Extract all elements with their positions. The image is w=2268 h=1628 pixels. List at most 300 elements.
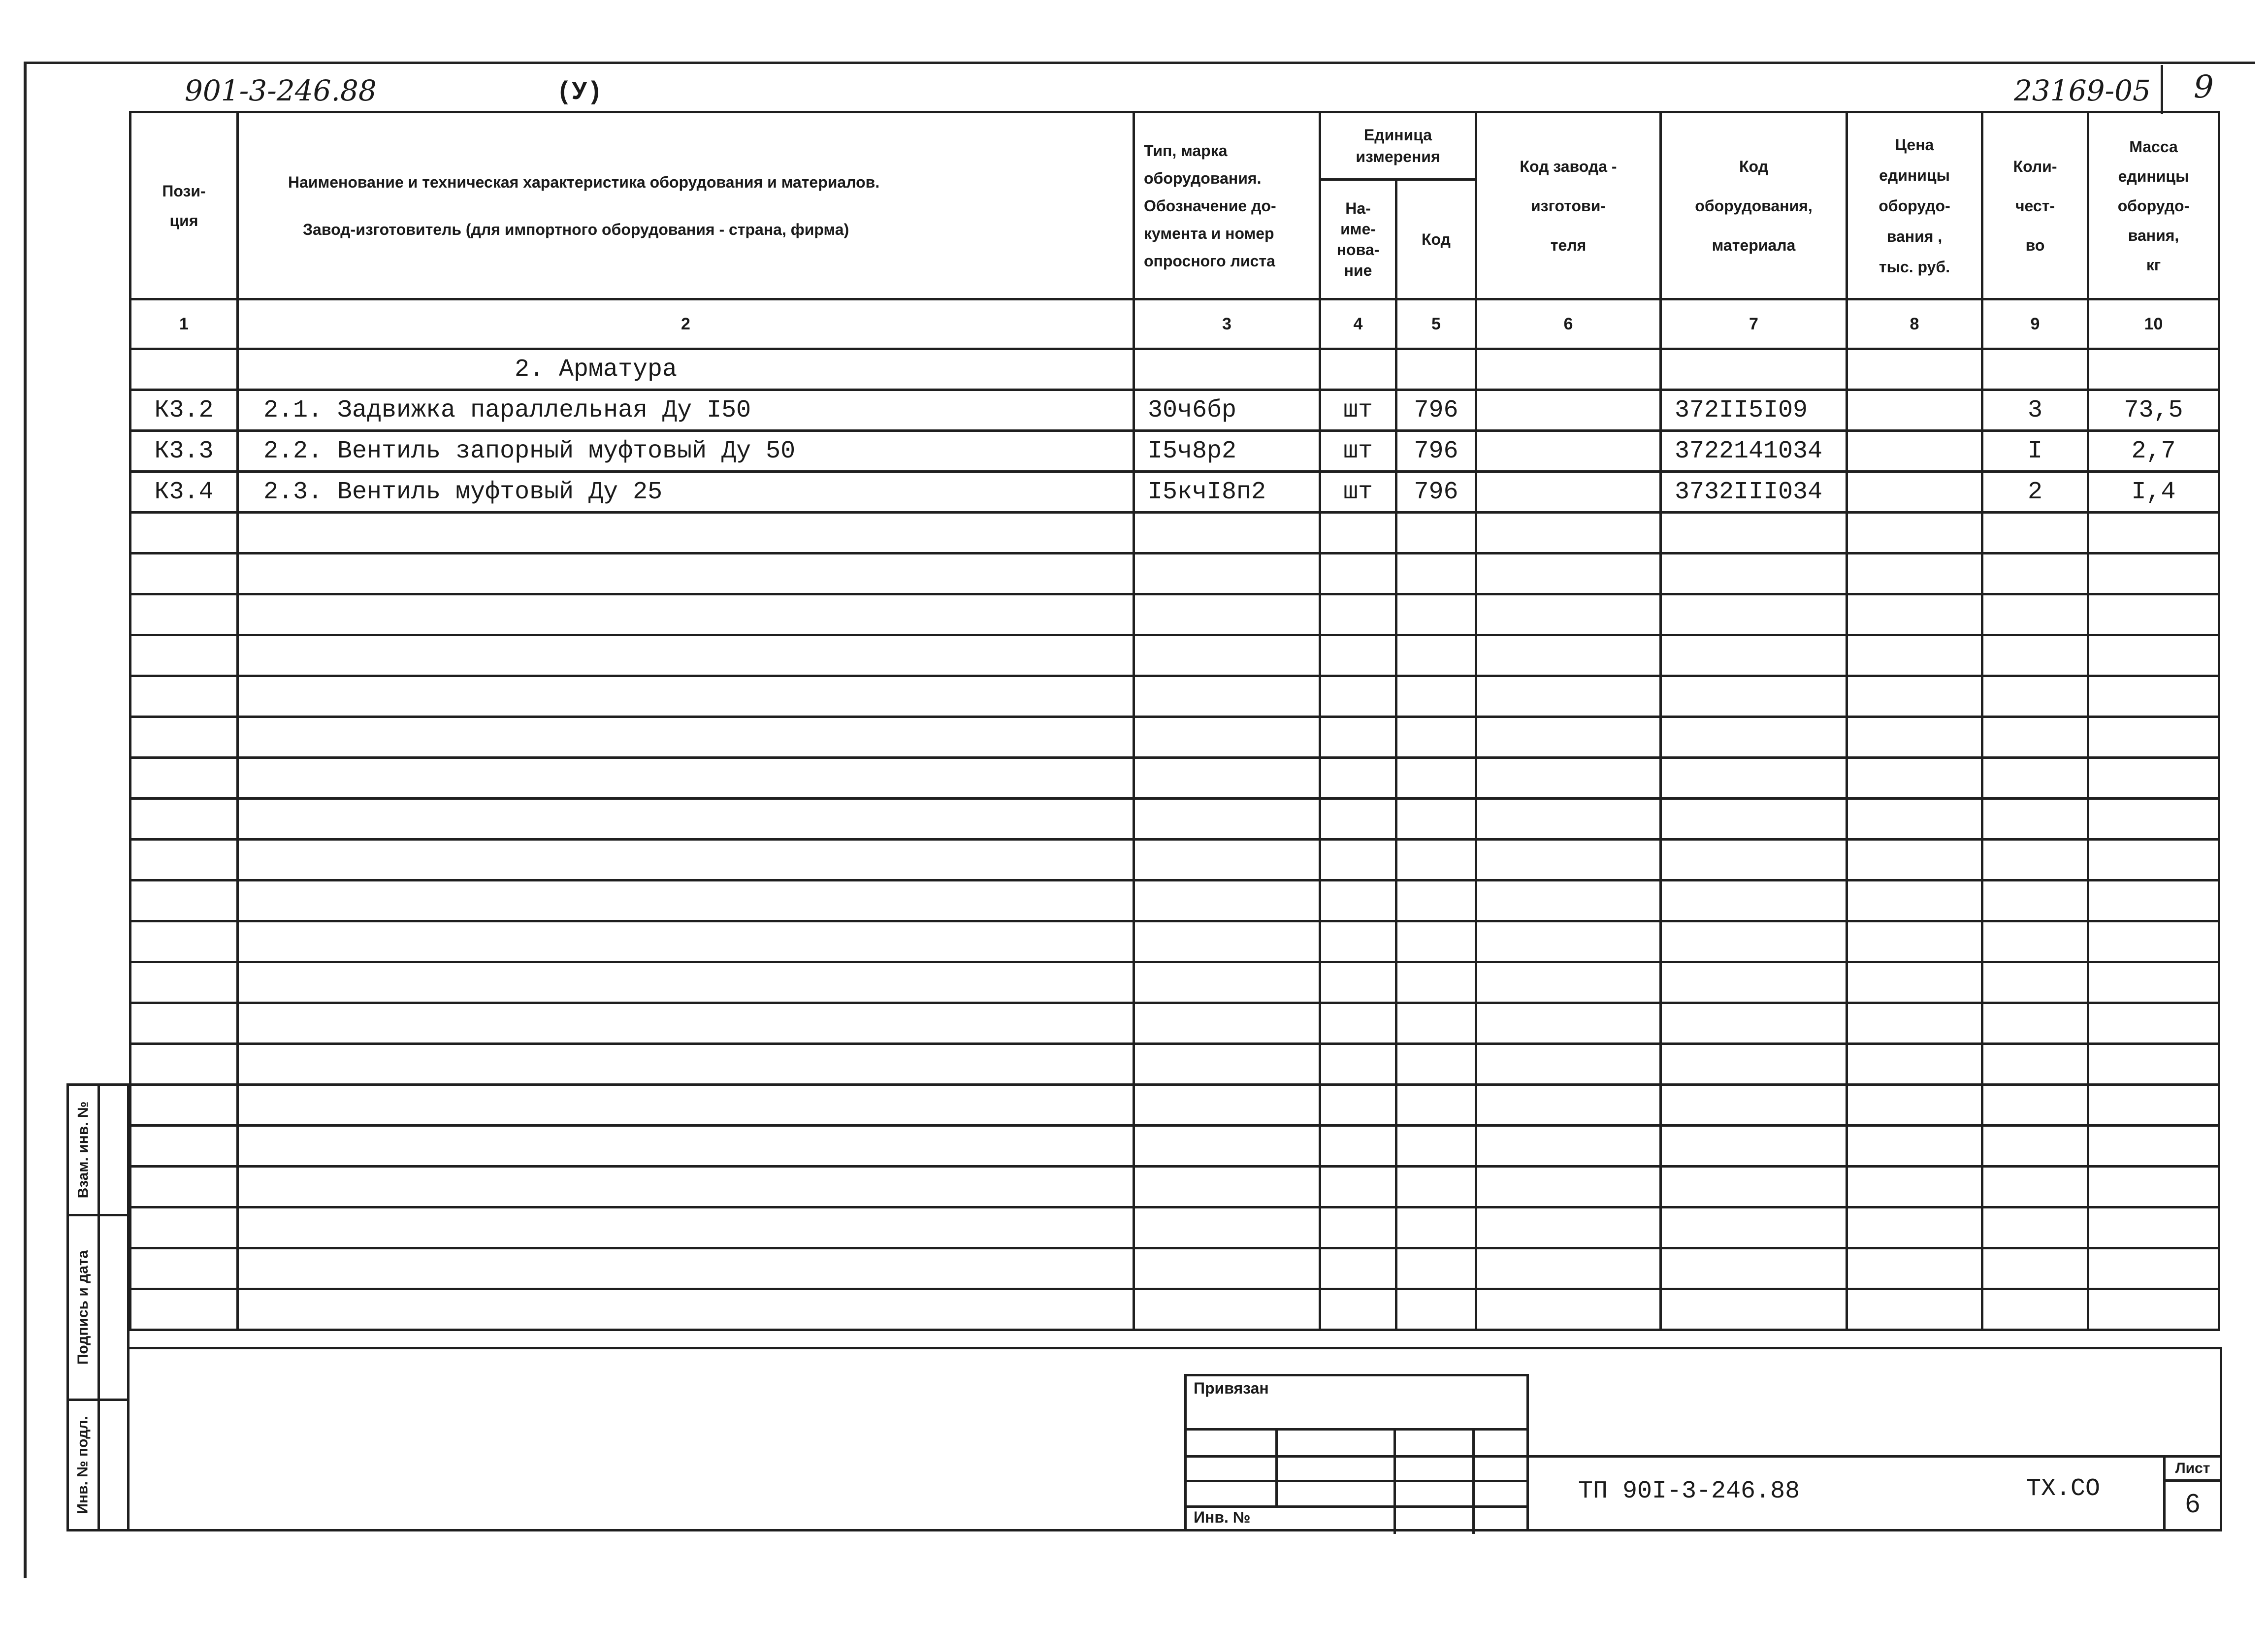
empty-cell [1847, 1167, 1982, 1207]
empty-cell [1476, 635, 1661, 676]
title-block-top-line [1526, 1455, 2221, 1458]
empty-cell [238, 635, 1134, 676]
cell-name: 2.3. Вентиль муфтовый Ду 25 [238, 472, 1134, 513]
empty-cell [1847, 594, 1982, 635]
empty-cell [1134, 840, 1320, 880]
empty-table-row [130, 799, 2219, 840]
empty-cell [238, 676, 1134, 717]
cell-unit: шт [1320, 390, 1396, 431]
empty-cell [130, 799, 238, 840]
empty-cell [238, 1044, 1134, 1085]
empty-cell [1847, 1003, 1982, 1044]
empty-cell [1661, 840, 1847, 880]
empty-cell [1134, 1289, 1320, 1330]
col-number: 5 [1396, 299, 1476, 349]
section-title: 2. Арматура [238, 349, 1134, 390]
empty-cell [1396, 554, 1476, 594]
empty-cell [130, 1248, 238, 1289]
cell-quantity: 2 [1982, 472, 2088, 513]
empty-cell [1320, 1085, 1396, 1126]
empty-cell [1134, 1126, 1320, 1167]
specification-table [129, 111, 2220, 1331]
cell-equipment-code: 372II5I09 [1661, 390, 1847, 431]
empty-cell [130, 758, 238, 799]
page-number-handwritten: 9 [2194, 69, 2214, 105]
empty-table-row [130, 921, 2219, 962]
col-header-price: Цена единицы оборудо- вания , тыс. руб. [1847, 112, 1982, 299]
empty-cell [1847, 840, 1982, 880]
empty-cell [238, 1085, 1134, 1126]
side-label-replacement: Взам. инв. № [75, 1101, 92, 1199]
empty-cell [2088, 962, 2219, 1003]
empty-cell [2088, 1207, 2219, 1248]
cell-position: К3.4 [130, 472, 238, 513]
side-box-original-inventory [66, 1399, 130, 1531]
empty-cell [1476, 840, 1661, 880]
cell-unit: шт [1320, 472, 1396, 513]
empty-cell [238, 594, 1134, 635]
empty-cell [1320, 676, 1396, 717]
empty-cell [1476, 921, 1661, 962]
empty-cell [1396, 1044, 1476, 1085]
section-row [130, 349, 2219, 390]
empty-cell [130, 1085, 238, 1126]
empty-cell [1396, 921, 1476, 962]
column-number-row [130, 299, 2219, 349]
empty-cell [1320, 554, 1396, 594]
empty-cell [1134, 1248, 1320, 1289]
empty-cell [1476, 1044, 1661, 1085]
empty-cell [1982, 1248, 2088, 1289]
empty-cell [1982, 635, 2088, 676]
empty-cell [238, 554, 1134, 594]
empty-cell [2088, 1167, 2219, 1207]
empty-cell [1982, 554, 2088, 594]
empty-cell [1847, 635, 1982, 676]
empty-cell [1320, 513, 1396, 554]
cell-unit-code: 796 [1396, 431, 1476, 472]
empty-cell [1661, 513, 1847, 554]
empty-cell [1320, 717, 1396, 758]
empty-cell [1661, 921, 1847, 962]
empty-cell [238, 1207, 1134, 1248]
col-header-position: Пози- ция [130, 112, 238, 299]
empty-cell [1982, 513, 2088, 554]
col-number: 8 [1847, 299, 1982, 349]
page-divider [2161, 65, 2163, 114]
empty-cell [1396, 1289, 1476, 1330]
empty-cell [130, 1126, 238, 1167]
col-header-mass: Масса единицы оборудо- вания, кг [2088, 112, 2219, 299]
col-header-plant-code: Код завода - изготови- теля [1476, 112, 1661, 299]
empty-cell [1134, 554, 1320, 594]
empty-cell [1134, 635, 1320, 676]
empty-table-row [130, 1289, 2219, 1330]
empty-cell [1847, 1126, 1982, 1167]
empty-cell [1661, 799, 1847, 840]
cell-price [1847, 390, 1982, 431]
empty-cell [238, 1248, 1134, 1289]
empty-cell [1847, 1289, 1982, 1330]
cell-name: 2.1. Задвижка параллельная Ду I50 [238, 390, 1134, 431]
side-label-signature: Подпись и дата [75, 1250, 92, 1365]
empty-cell [1982, 962, 2088, 1003]
empty-cell [1476, 962, 1661, 1003]
table-row [130, 390, 2219, 431]
col-number: 1 [130, 299, 238, 349]
cell-plant-code [1476, 472, 1661, 513]
empty-table-row [130, 840, 2219, 880]
empty-cell [1661, 880, 1847, 921]
empty-cell [130, 840, 238, 880]
sheet-box [2163, 1455, 2222, 1531]
empty-cell [2088, 1044, 2219, 1085]
cell-unit-code: 796 [1396, 390, 1476, 431]
empty-cell [1396, 1003, 1476, 1044]
empty-cell [1847, 717, 1982, 758]
empty-cell [1476, 1167, 1661, 1207]
empty-cell [2088, 921, 2219, 962]
header-row-1 [130, 112, 2219, 180]
cell-position: К3.3 [130, 431, 238, 472]
empty-cell [1320, 799, 1396, 840]
side-label-original-inventory: Инв. № подл. [75, 1416, 91, 1514]
cell-plant-code [1476, 390, 1661, 431]
empty-cell [1661, 1003, 1847, 1044]
empty-cell [238, 1003, 1134, 1044]
empty-cell [1320, 1248, 1396, 1289]
empty-cell [1320, 880, 1396, 921]
cell-type: I5ч8р2 [1134, 431, 1320, 472]
doc-number-handwritten: 901-3-246.88 [185, 74, 377, 107]
empty-cell [1396, 962, 1476, 1003]
empty-rows [130, 513, 2219, 1330]
empty-cell [1982, 717, 2088, 758]
col-header-equipment-code: Код оборудования, материала [1661, 112, 1847, 299]
empty-cell [1476, 799, 1661, 840]
empty-cell [1847, 1207, 1982, 1248]
sheet-label: Лист [2175, 1460, 2210, 1476]
empty-cell [1134, 676, 1320, 717]
col-header-name: Наименование и техническая характеристика оборудования и материалов. Завод-изготовитель (для импортного оборудования - страна, фирма) [238, 112, 1134, 299]
attached-stamp [1184, 1374, 1529, 1531]
empty-cell [1396, 513, 1476, 554]
empty-table-row [130, 962, 2219, 1003]
empty-cell [1320, 635, 1396, 676]
empty-cell [1982, 758, 2088, 799]
empty-cell [1982, 840, 2088, 880]
empty-cell [2088, 1248, 2219, 1289]
empty-table-row [130, 758, 2219, 799]
empty-cell [1661, 758, 1847, 799]
empty-cell [238, 1126, 1134, 1167]
empty-cell [1982, 594, 2088, 635]
empty-table-row [130, 1167, 2219, 1207]
cell-quantity: 3 [1982, 390, 2088, 431]
cell-type: 30ч6бр [1134, 390, 1320, 431]
cell-type: I5кчI8п2 [1134, 472, 1320, 513]
empty-cell [1476, 676, 1661, 717]
project-code: ТП 90I-3-246.88 [1578, 1477, 1800, 1505]
empty-table-row [130, 1085, 2219, 1126]
empty-cell [130, 1003, 238, 1044]
empty-cell [1134, 758, 1320, 799]
empty-table-row [130, 676, 2219, 717]
empty-cell [1320, 840, 1396, 880]
table-bottom-line [129, 1347, 2222, 1349]
empty-cell [1396, 717, 1476, 758]
empty-cell [238, 1289, 1134, 1330]
cell-plant-code [1476, 431, 1661, 472]
empty-table-row [130, 1248, 2219, 1289]
empty-cell [1134, 880, 1320, 921]
empty-cell [130, 921, 238, 962]
empty-cell [1320, 1289, 1396, 1330]
frame-top-border [24, 62, 2255, 64]
col-number: 3 [1134, 299, 1320, 349]
empty-cell [1847, 1248, 1982, 1289]
empty-cell [1661, 594, 1847, 635]
empty-cell [1134, 799, 1320, 840]
empty-cell [1396, 758, 1476, 799]
cell-quantity: I [1982, 431, 2088, 472]
empty-cell [1476, 1207, 1661, 1248]
empty-cell [1982, 1085, 2088, 1126]
empty-cell [1982, 1207, 2088, 1248]
empty-cell [1847, 513, 1982, 554]
empty-cell [130, 513, 238, 554]
section-code: ТХ.СО [2026, 1475, 2101, 1503]
empty-cell [1847, 962, 1982, 1003]
cell-equipment-code: 3732III034 [1661, 472, 1847, 513]
empty-cell [130, 717, 238, 758]
col-number: 7 [1661, 299, 1847, 349]
empty-cell [1476, 594, 1661, 635]
empty-cell [130, 1207, 238, 1248]
empty-cell [1320, 1044, 1396, 1085]
empty-cell [238, 840, 1134, 880]
empty-cell [1134, 594, 1320, 635]
empty-cell [1320, 962, 1396, 1003]
empty-cell [2088, 1289, 2219, 1330]
empty-cell [238, 758, 1134, 799]
empty-cell [1661, 962, 1847, 1003]
empty-cell [1320, 1003, 1396, 1044]
col-header-quantity: Коли- чест- во [1982, 112, 2088, 299]
empty-cell [1320, 1126, 1396, 1167]
empty-cell [1320, 1207, 1396, 1248]
empty-cell [1396, 840, 1476, 880]
empty-cell [1320, 594, 1396, 635]
empty-cell [1476, 1126, 1661, 1167]
empty-table-row [130, 1044, 2219, 1085]
empty-cell [1396, 1126, 1476, 1167]
empty-cell [2088, 513, 2219, 554]
empty-table-row [130, 717, 2219, 758]
empty-cell [1134, 717, 1320, 758]
empty-cell [1396, 635, 1476, 676]
empty-cell [130, 1167, 238, 1207]
empty-table-row [130, 635, 2219, 676]
empty-cell [1982, 921, 2088, 962]
col-number: 10 [2088, 299, 2219, 349]
empty-cell [1982, 1003, 2088, 1044]
empty-cell [1476, 554, 1661, 594]
frame-left-border [24, 62, 27, 1578]
attached-label: Привязан [1194, 1379, 1269, 1397]
empty-cell [1982, 676, 2088, 717]
empty-cell [130, 880, 238, 921]
empty-cell [1847, 554, 1982, 594]
empty-cell [238, 799, 1134, 840]
empty-cell [2088, 554, 2219, 594]
mark-label: (У) [556, 78, 603, 107]
empty-cell [2088, 758, 2219, 799]
empty-cell [2088, 1003, 2219, 1044]
empty-cell [1396, 1207, 1476, 1248]
empty-cell [1396, 799, 1476, 840]
cell-unit: шт [1320, 431, 1396, 472]
empty-cell [1661, 676, 1847, 717]
cell-equipment-code: 3722141034 [1661, 431, 1847, 472]
cell-price [1847, 472, 1982, 513]
empty-table-row [130, 513, 2219, 554]
empty-cell [1396, 594, 1476, 635]
side-box-replacement [66, 1083, 130, 1216]
empty-cell [2088, 880, 2219, 921]
empty-cell [1476, 1248, 1661, 1289]
empty-cell [1661, 1289, 1847, 1330]
empty-cell [1134, 962, 1320, 1003]
cell-position: К3.2 [130, 390, 238, 431]
empty-cell [1982, 1167, 2088, 1207]
col-number: 6 [1476, 299, 1661, 349]
inventory-handwritten: 23169-05 [2014, 74, 2151, 107]
empty-cell [1982, 880, 2088, 921]
empty-cell [1847, 880, 1982, 921]
empty-cell [1661, 1044, 1847, 1085]
empty-cell [1396, 1248, 1476, 1289]
side-box-signature [66, 1214, 130, 1401]
cell-name: 2.2. Вентиль запорный муфтовый Ду 50 [238, 431, 1134, 472]
empty-cell [1476, 717, 1661, 758]
empty-cell [1320, 1167, 1396, 1207]
col-header-type: Тип, марка оборудования. Обозначение до- кумента и номер опросного листа [1134, 112, 1320, 299]
empty-cell [130, 1289, 238, 1330]
empty-cell [2088, 717, 2219, 758]
cell-mass: 2,7 [2088, 431, 2219, 472]
empty-table-row [130, 594, 2219, 635]
empty-cell [238, 1167, 1134, 1207]
empty-cell [1476, 513, 1661, 554]
empty-cell [130, 635, 238, 676]
empty-cell [2088, 1085, 2219, 1126]
cell-mass: I,4 [2088, 472, 2219, 513]
empty-table-row [130, 1126, 2219, 1167]
cell-price [1847, 431, 1982, 472]
cell-unit-code: 796 [1396, 472, 1476, 513]
empty-table-row [130, 1003, 2219, 1044]
col-header-unit-name: На- име- нова- ние [1320, 180, 1396, 299]
col-header-unit-code: Код [1396, 180, 1476, 299]
table-row [130, 431, 2219, 472]
empty-cell [1982, 1126, 2088, 1167]
empty-cell [1661, 1167, 1847, 1207]
empty-cell [1847, 758, 1982, 799]
empty-cell [1847, 1085, 1982, 1126]
col-number: 9 [1982, 299, 2088, 349]
col-number: 2 [238, 299, 1134, 349]
empty-cell [2088, 676, 2219, 717]
empty-cell [1661, 635, 1847, 676]
col-number: 4 [1320, 299, 1396, 349]
empty-cell [238, 880, 1134, 921]
empty-cell [1982, 1289, 2088, 1330]
empty-cell [238, 921, 1134, 962]
empty-cell [238, 513, 1134, 554]
empty-cell [1320, 758, 1396, 799]
empty-cell [1661, 1085, 1847, 1126]
empty-cell [1476, 1085, 1661, 1126]
empty-cell [2088, 840, 2219, 880]
empty-cell [130, 554, 238, 594]
empty-cell [1661, 1126, 1847, 1167]
empty-cell [2088, 1126, 2219, 1167]
empty-cell [1396, 676, 1476, 717]
inv-no-label: Инв. № [1194, 1508, 1251, 1526]
empty-cell [130, 676, 238, 717]
empty-cell [1134, 921, 1320, 962]
empty-cell [130, 962, 238, 1003]
cell-mass: 73,5 [2088, 390, 2219, 431]
empty-cell [1661, 717, 1847, 758]
empty-cell [1476, 1003, 1661, 1044]
empty-cell [238, 962, 1134, 1003]
empty-cell [130, 594, 238, 635]
empty-cell [1396, 1085, 1476, 1126]
empty-table-row [130, 554, 2219, 594]
empty-cell [2088, 799, 2219, 840]
empty-table-row [130, 880, 2219, 921]
empty-cell [2088, 594, 2219, 635]
empty-cell [1134, 1167, 1320, 1207]
empty-cell [1847, 921, 1982, 962]
empty-cell [1396, 880, 1476, 921]
empty-cell [1476, 758, 1661, 799]
empty-cell [1134, 1207, 1320, 1248]
empty-cell [1661, 554, 1847, 594]
empty-cell [130, 1044, 238, 1085]
col-header-unit-group: Единица измерения [1320, 112, 1476, 180]
empty-cell [1320, 921, 1396, 962]
empty-cell [1396, 1167, 1476, 1207]
table-row [130, 472, 2219, 513]
empty-cell [1134, 1003, 1320, 1044]
empty-cell [1661, 1248, 1847, 1289]
empty-cell [1134, 1044, 1320, 1085]
empty-cell [1847, 1044, 1982, 1085]
empty-table-row [130, 1207, 2219, 1248]
empty-cell [238, 717, 1134, 758]
empty-cell [2088, 635, 2219, 676]
frame-bottom-line [129, 1529, 2222, 1531]
empty-cell [1847, 676, 1982, 717]
empty-cell [1134, 1085, 1320, 1126]
empty-cell [1476, 1289, 1661, 1330]
empty-cell [1982, 1044, 2088, 1085]
empty-cell [1982, 799, 2088, 840]
empty-cell [1476, 880, 1661, 921]
